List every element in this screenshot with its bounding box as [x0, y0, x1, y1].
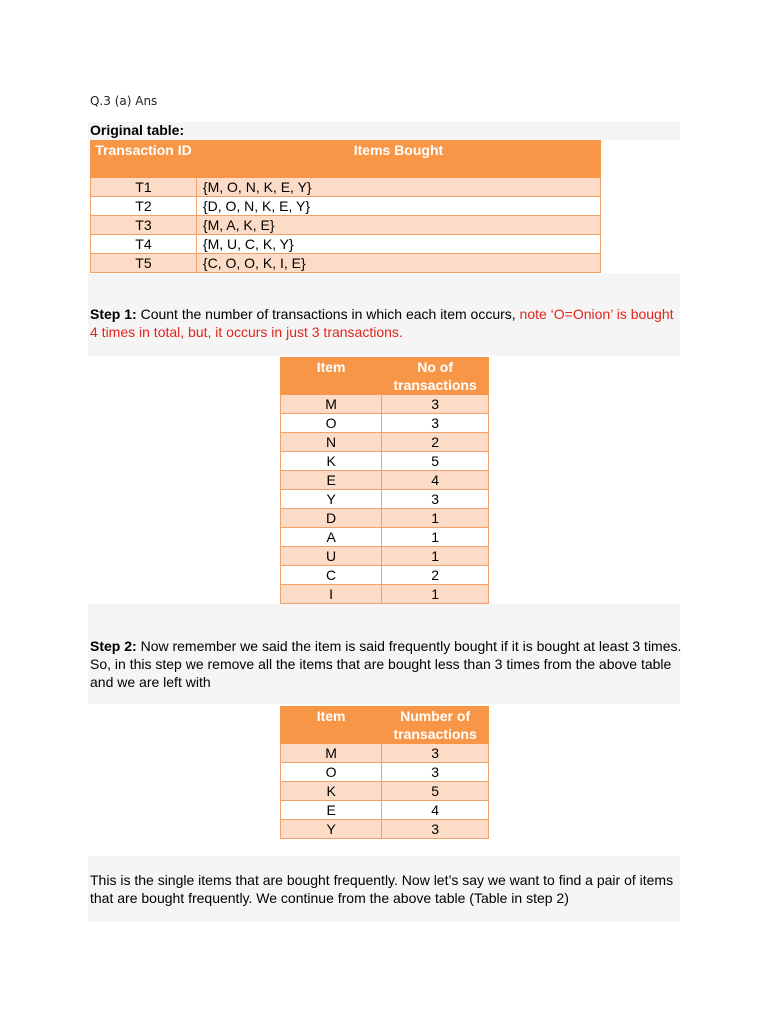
table-row	[91, 197, 601, 216]
count-cell: 5	[382, 782, 489, 801]
step1-note: note ‘O=Onion’ is bought 4 times in total, but, it occurs in just 3 transactions.	[90, 306, 674, 340]
table-row	[281, 585, 489, 604]
table-row	[281, 820, 489, 839]
original-table	[90, 140, 601, 273]
table-row	[281, 433, 489, 452]
table-row	[281, 528, 489, 547]
table-row	[281, 452, 489, 471]
transaction-id: T1	[91, 178, 197, 197]
original-table-header-row	[91, 141, 601, 178]
question-label: Q.3 (a) Ans	[90, 94, 158, 108]
count-cell: 1	[382, 547, 489, 566]
table-row	[281, 547, 489, 566]
item-cell: O	[281, 763, 382, 782]
count-cell: 1	[382, 585, 489, 604]
items-bought: {M, O, N, K, E, Y}	[196, 178, 600, 197]
count-cell: 4	[382, 801, 489, 820]
original-table-heading: Original table:	[90, 122, 185, 138]
item-cell: N	[281, 433, 382, 452]
table-row	[281, 509, 489, 528]
table-row	[91, 216, 601, 235]
count-cell: 5	[382, 452, 489, 471]
table-row	[281, 744, 489, 763]
count-cell: 1	[382, 509, 489, 528]
step2-label: Step 2:	[90, 638, 137, 654]
transaction-id: T3	[91, 216, 197, 235]
item-cell: K	[281, 452, 382, 471]
transaction-id: T5	[91, 254, 197, 273]
count-cell: 3	[382, 763, 489, 782]
item-cell: O	[281, 414, 382, 433]
table-row	[281, 414, 489, 433]
items-bought: {C, O, O, K, I, E}	[196, 254, 600, 273]
item-cell: I	[281, 585, 382, 604]
count-cell: 1	[382, 528, 489, 547]
item-cell: E	[281, 471, 382, 490]
table-row	[91, 235, 601, 254]
step2-paragraph	[90, 637, 682, 691]
table-row	[281, 763, 489, 782]
table-row	[281, 801, 489, 820]
header-transaction-id: Transaction ID	[91, 141, 197, 178]
count-cell: 4	[382, 471, 489, 490]
table-row	[281, 566, 489, 585]
table-row	[91, 178, 601, 197]
item-cell: K	[281, 782, 382, 801]
count-cell: 3	[382, 744, 489, 763]
item-cell: U	[281, 547, 382, 566]
step2-header-row	[281, 707, 489, 744]
table-row	[281, 395, 489, 414]
step1-paragraph	[90, 305, 682, 341]
item-cell: A	[281, 528, 382, 547]
item-cell: M	[281, 744, 382, 763]
step1-header-row	[281, 358, 489, 395]
header-item: Item	[281, 358, 382, 395]
count-cell: 3	[382, 820, 489, 839]
step2-table	[280, 706, 489, 839]
step1-text: Count the number of transactions in which each item occurs,	[136, 306, 520, 322]
step2-text: Now remember we said the item is said frequently bought if it is bought at least 3 times. So, in this step we remove all the items that are bought less than 3 times from the above table and we are left with	[90, 638, 682, 690]
count-cell: 3	[382, 490, 489, 509]
transaction-id: T2	[91, 197, 197, 216]
item-cell: M	[281, 395, 382, 414]
item-cell: D	[281, 509, 382, 528]
count-cell: 3	[382, 414, 489, 433]
header-no-of-transactions: No of transactions	[382, 358, 489, 395]
header-number-of-transactions: Number of transactions	[382, 707, 489, 744]
table-row	[91, 254, 601, 273]
transaction-id: T4	[91, 235, 197, 254]
count-cell: 3	[382, 395, 489, 414]
item-cell: Y	[281, 820, 382, 839]
items-bought: {M, U, C, K, Y}	[196, 235, 600, 254]
count-cell: 2	[382, 566, 489, 585]
step1-label: Step 1:	[90, 306, 137, 322]
item-cell: C	[281, 566, 382, 585]
header-items-bought: Items Bought	[196, 141, 600, 178]
header-item: Item	[281, 707, 382, 744]
item-cell: E	[281, 801, 382, 820]
table-row	[281, 471, 489, 490]
item-cell: Y	[281, 490, 382, 509]
count-cell: 2	[382, 433, 489, 452]
table-row	[281, 782, 489, 801]
step1-table	[280, 357, 489, 604]
closing-paragraph: This is the single items that are bought frequently. Now let’s say we want to find a pair of items that are bought frequently. We continue from the above table (Table in step 2)	[90, 872, 674, 906]
table-row	[281, 490, 489, 509]
items-bought: {D, O, N, K, E, Y}	[196, 197, 600, 216]
items-bought: {M, A, K, E}	[196, 216, 600, 235]
